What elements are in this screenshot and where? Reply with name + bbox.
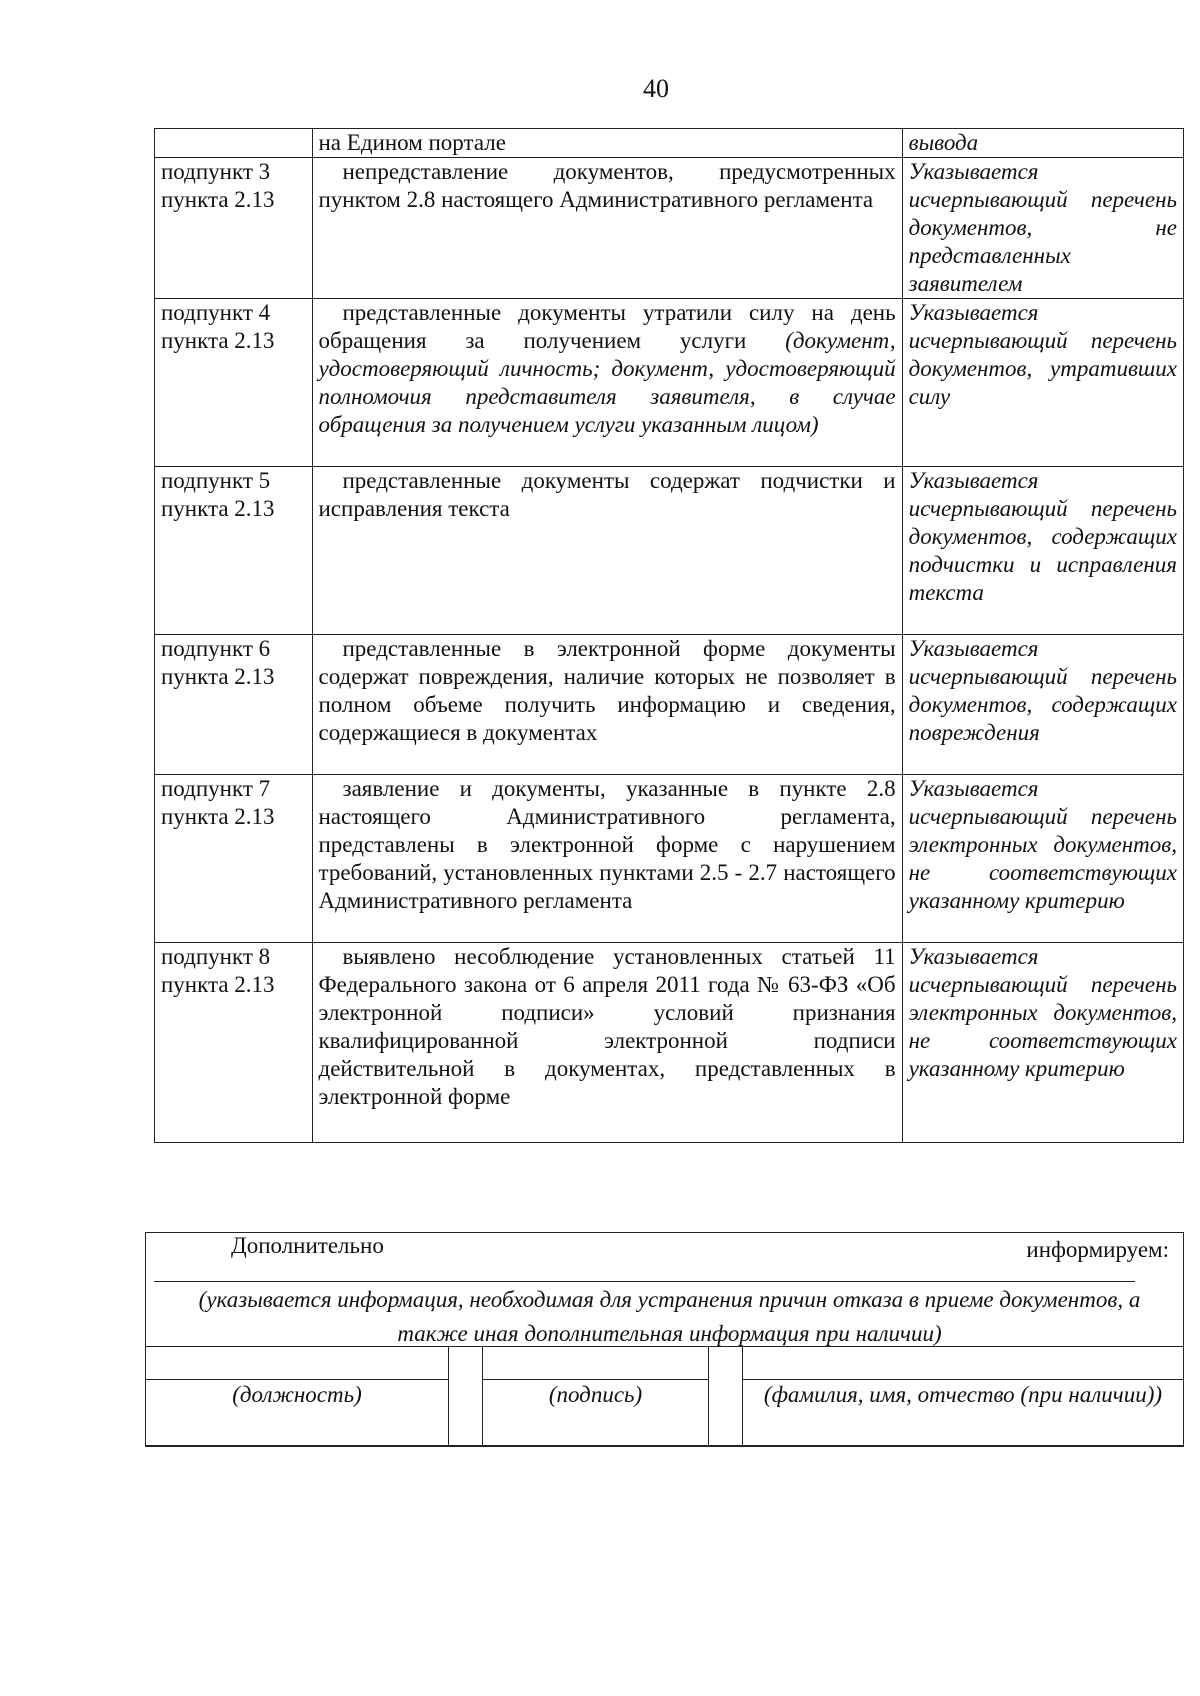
signature-table [145, 1346, 1184, 1447]
row-basis: подпункт 7 пункта 2.13 [155, 775, 313, 943]
row-basis: подпункт 4 пункта 2.13 [155, 299, 313, 467]
additional-label: Дополнительно [231, 1233, 384, 1258]
row-explanation: вывода [902, 129, 1183, 158]
row-reason [312, 943, 902, 1143]
reason-text: представленные документы содержат подчистки и исправления текста [318, 468, 896, 521]
signature-caption-row [146, 1380, 1184, 1447]
fill-in-line [154, 1281, 1135, 1282]
spacer-cell [709, 1347, 743, 1447]
table-row [155, 299, 1184, 467]
row-explanation: Указывается исчерпывающий перечень документов, не представленных заявителем [902, 158, 1183, 299]
row-reason [312, 129, 902, 158]
table-row [155, 129, 1184, 158]
row-reason [312, 158, 902, 299]
position-caption: (должность) [146, 1380, 449, 1447]
additional-note: (указывается информация, необходимая для устранения причин отказа в приеме документов, а также иная дополнительная информация при наличии) [198, 1287, 1141, 1346]
table-row [155, 635, 1184, 775]
row-explanation: Указывается исчерпывающий перечень документов, содержащих повреждения [902, 635, 1183, 775]
row-reason [312, 775, 902, 943]
sign-blank [483, 1347, 709, 1380]
signature-blank-row [146, 1347, 1184, 1380]
row-reason [312, 467, 902, 635]
table-row [155, 158, 1184, 299]
row-explanation: Указывается исчерпывающий перечень документов, утративших силу [902, 299, 1183, 467]
row-reason [312, 299, 902, 467]
row-explanation: Указывается исчерпывающий перечень электронных документов, не соответствующих указанному критерию [902, 775, 1183, 943]
row-basis: подпункт 6 пункта 2.13 [155, 635, 313, 775]
row-basis [155, 129, 313, 158]
position-blank [146, 1347, 449, 1380]
reason-note: (документ, удостоверяющий личность; документ, удостоверяющий полномочия представителя заявителя, в случае обращения за получением услуги указанным лицом) [318, 328, 896, 437]
table-row [155, 775, 1184, 943]
additional-info-block [145, 1232, 1184, 1446]
name-blank [743, 1347, 1184, 1380]
spacer-cell [449, 1347, 483, 1447]
table-row [155, 943, 1184, 1143]
row-basis: подпункт 5 пункта 2.13 [155, 467, 313, 635]
reason-text: выявлено несоблюдение установленных статьей 11 Федерального закона от 6 апреля 2011 года № 63-ФЗ «Об электронной подписи» условий признания квалифицированной электронной подписи действительной в документах, представленных в электронной форме [318, 944, 896, 1109]
reason-text: заявление и документы, указанные в пункте 2.8 настоящего Административного регламента, представлены в электронной форме с нарушением требований, установленных пунктами 2.5 - 2.7 настоящего Административного регламента [318, 776, 896, 913]
reason-text: представленные в электронной форме документы содержат повреждения, наличие которых не позволяет в полном объеме получить информацию и сведения, содержащиеся в документах [318, 636, 896, 745]
page-number: 40 [643, 74, 669, 103]
refusal-reasons-table [154, 128, 1184, 1143]
additional-label-right: информируем: [1026, 1237, 1169, 1262]
row-explanation: Указывается исчерпывающий перечень документов, содержащих подчистки и исправления текста [902, 467, 1183, 635]
row-basis: подпункт 8 пункта 2.13 [155, 943, 313, 1143]
table-row [155, 467, 1184, 635]
row-basis: подпункт 3 пункта 2.13 [155, 158, 313, 299]
row-explanation: Указывается исчерпывающий перечень электронных документов, не соответствующих указанному критерию [902, 943, 1183, 1143]
row-reason [312, 635, 902, 775]
sign-caption: (подпись) [483, 1380, 709, 1447]
reason-text: на Едином портале [318, 130, 506, 155]
name-caption: (фамилия, имя, отчество (при наличии)) [743, 1380, 1184, 1447]
reason-text: непредставление документов, предусмотренных пунктом 2.8 настоящего Административного регламента [318, 159, 896, 212]
reason-text: представленные документы утратили силу на день обращения за получением услуги [318, 300, 896, 353]
